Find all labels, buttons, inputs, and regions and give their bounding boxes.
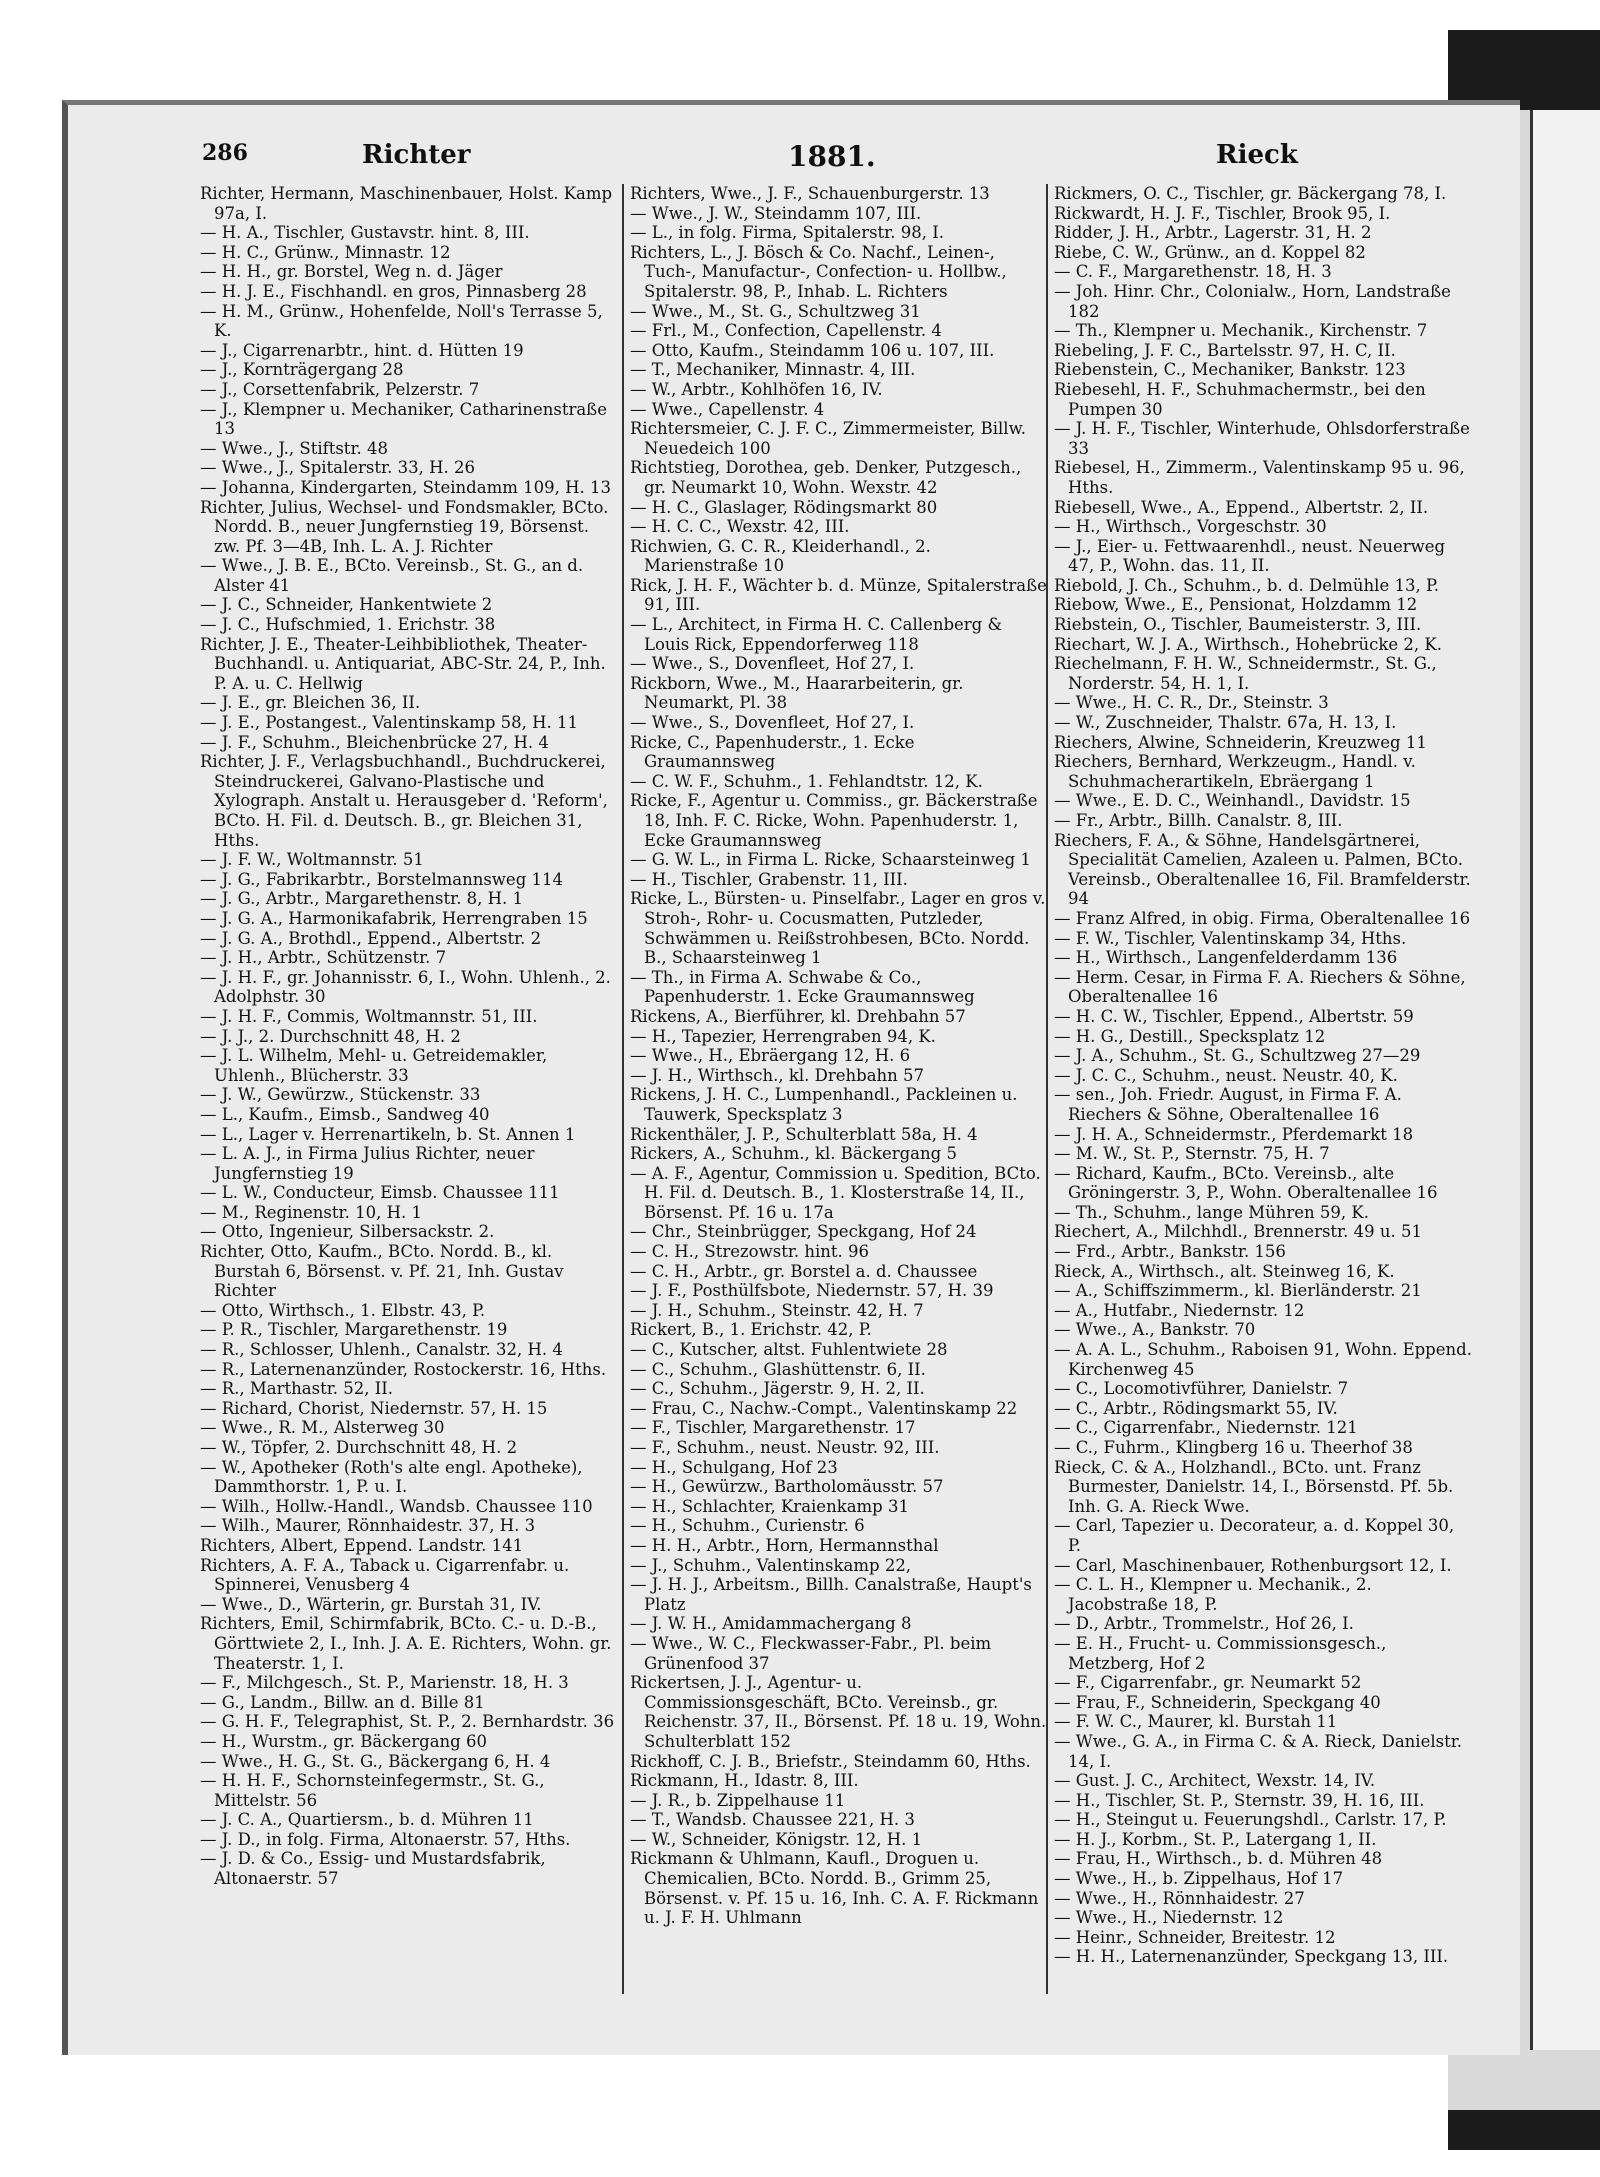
directory-entry: — sen., Joh. Friedr. August, in Firma F. A. Riechers & Söhne, Oberaltenallee 16 bbox=[1054, 1085, 1402, 1124]
directory-entry: Ricke, C., Papenhuderstr., 1. Ecke Graumannsweg bbox=[630, 732, 915, 772]
directory-entry: — Frau, F., Schneiderin, Speckgang 40 bbox=[1054, 1692, 1381, 1712]
directory-entry: — J. G. A., Brothdl., Eppend., Albertstr. 2 bbox=[200, 928, 542, 948]
directory-entry: — M., Reginenstr. 10, H. 1 bbox=[200, 1202, 422, 1222]
directory-entry: — H. A., Tischler, Gustavstr. hint. 8, III. bbox=[200, 223, 530, 243]
directory-entry: — J. C., Hufschmied, 1. Erichstr. 38 bbox=[200, 615, 496, 635]
left-catchword: Richter bbox=[362, 140, 471, 170]
directory-entry: — Wwe., H., b. Zippelhaus, Hof 17 bbox=[1054, 1869, 1344, 1889]
directory-entry: — H., Steingut u. Feuerungshdl., Carlstr. 17, P. bbox=[1054, 1810, 1447, 1830]
directory-entry: — Wwe., A., Bankstr. 70 bbox=[1054, 1320, 1256, 1340]
directory-entry: — Frau, C., Nachw.-Compt., Valentinskamp 22 bbox=[630, 1398, 1018, 1418]
directory-entry: — J. C. C., Schuhm., neust. Neustr. 40, K. bbox=[1054, 1065, 1398, 1085]
directory-entry: — J. H. F., Tischler, Winterhude, Ohlsdorferstraße 33 bbox=[1054, 419, 1470, 458]
directory-entry: — Wwe., D., Wärterin, gr. Burstah 31, IV. bbox=[200, 1594, 542, 1614]
directory-entry: — H. C. W., Tischler, Eppend., Albertstr. 59 bbox=[1054, 1006, 1414, 1026]
directory-entry: Rickhoff, C. J. B., Briefstr., Steindamm 60, Hths. bbox=[630, 1751, 1031, 1771]
directory-entry: Riechert, A., Milchhdl., Brennerstr. 49 u. 51 bbox=[1054, 1222, 1422, 1242]
directory-entry: Richter, J. F., Verlagsbuchhandl., Buchdruckerei, Steindruckerei, Galvano-Plastische und Xylograph. Anstalt u. Herausgeber d. 'Reform', BCto. H. Fil. d. Deutsch. B., gr. Bleichen 31, Hths. bbox=[200, 752, 608, 850]
directory-entry: Riebenstein, C., Mechaniker, Bankstr. 123 bbox=[1054, 360, 1406, 380]
directory-entry: Riebow, Wwe., E., Pensionat, Holzdamm 12 bbox=[1054, 595, 1418, 615]
directory-entry: — Wilh., Maurer, Rönnhaidestr. 37, H. 3 bbox=[200, 1516, 536, 1536]
directory-entry: — Wwe., J., Spitalerstr. 33, H. 26 bbox=[200, 458, 475, 478]
directory-entry: — J., Cigarrenarbtr., hint. d. Hütten 19 bbox=[200, 340, 524, 360]
directory-entry: — H. H., gr. Borstel, Weg n. d. Jäger bbox=[200, 262, 503, 282]
column-1 bbox=[200, 184, 618, 1994]
directory-entry: — L., in folg. Firma, Spitalerstr. 98, I. bbox=[630, 223, 944, 243]
directory-entry: — Wwe., Capellenstr. 4 bbox=[630, 399, 825, 419]
directory-entry: — A., Schiffszimmerm., kl. Bierländerstr. 21 bbox=[1054, 1281, 1422, 1301]
directory-entry: — Joh. Hinr. Chr., Colonialw., Horn, Landstraße 182 bbox=[1054, 281, 1451, 321]
directory-entry: — J. C. A., Quartiersm., b. d. Mühren 11 bbox=[200, 1810, 534, 1830]
directory-entry: — J. W., Gewürzw., Stückenstr. 33 bbox=[200, 1085, 481, 1105]
directory-entry: Rickmers, O. C., Tischler, gr. Bäckergang 78, I. bbox=[1054, 184, 1447, 203]
directory-entry: — A., Hutfabr., Niedernstr. 12 bbox=[1054, 1300, 1305, 1320]
directory-entry: Richters, A. F. A., Taback u. Cigarrenfabr. u. Spinnerei, Venusberg 4 bbox=[200, 1555, 570, 1595]
directory-entry: — Richard, Chorist, Niedernstr. 57, H. 15 bbox=[200, 1398, 548, 1418]
directory-entry: — Wwe., J. B. E., BCto. Vereinsb., St. G., an d. Alster 41 bbox=[200, 556, 584, 595]
directory-entry: — D., Arbtr., Trommelstr., Hof 26, I. bbox=[1054, 1614, 1354, 1634]
directory-entry: — G. H. F., Telegraphist, St. P., 2. Bernhardstr. 36 bbox=[200, 1712, 615, 1732]
directory-entry: Richters, L., J. Bösch & Co. Nachf., Leinen-, Tuch-, Manufactur-, Confection- u. Hollbw., Spitalerstr. 98, P., Inhab. L. Richters bbox=[630, 242, 1007, 301]
directory-entry: — J. H., Wirthsch., kl. Drehbahn 57 bbox=[630, 1065, 925, 1085]
directory-entry: — C. H., Arbtr., gr. Borstel a. d. Chaussee bbox=[630, 1261, 978, 1281]
directory-entry: — H. J., Korbm., St. P., Latergang 1, II. bbox=[1054, 1829, 1377, 1849]
directory-entry: — Wwe., G. A., in Firma C. & A. Rieck, Danielstr. 14, I. bbox=[1054, 1731, 1463, 1771]
directory-entry: — Frd., Arbtr., Bankstr. 156 bbox=[1054, 1242, 1286, 1262]
directory-entry: — J. F., Posthülfsbote, Niedernstr. 57, H. 39 bbox=[630, 1281, 994, 1301]
directory-entry: — H. J. E., Fischhandl. en gros, Pinnasberg 28 bbox=[200, 281, 587, 301]
directory-entry: — J. D. & Co., Essig- und Mustardsfabrik, Altonaerstr. 57 bbox=[200, 1849, 546, 1889]
directory-entry: — F. W., Tischler, Valentinskamp 34, Hths. bbox=[1054, 928, 1407, 948]
directory-entry: — H., Wirthsch., Langenfelderdamm 136 bbox=[1054, 948, 1398, 968]
directory-entry: — C., Arbtr., Rödingsmarkt 55, IV. bbox=[1054, 1398, 1338, 1418]
directory-entry: — Wwe., H., Ebräergang 12, H. 6 bbox=[630, 1046, 911, 1066]
directory-entry: — C. H., Strezowstr. hint. 96 bbox=[630, 1242, 870, 1262]
directory-entry: — Johanna, Kindergarten, Steindamm 109, H. 13 bbox=[200, 477, 611, 497]
directory-entry: — Wwe., J., Stiftstr. 48 bbox=[200, 438, 389, 458]
directory-entry: — Wwe., H. G., St. G., Bäckergang 6, H. 4 bbox=[200, 1751, 551, 1771]
directory-entry: — Gust. J. C., Architect, Wexstr. 14, IV. bbox=[1054, 1771, 1376, 1791]
directory-entry: — F., Tischler, Margarethenstr. 17 bbox=[630, 1418, 916, 1438]
directory-entry: — H. H. F., Schornsteinfegermstr., St. G., Mittelstr. 56 bbox=[200, 1771, 545, 1810]
directory-entry: Riechers, Alwine, Schneiderin, Kreuzweg 11 bbox=[1054, 732, 1427, 752]
directory-entry: Rieck, C. & A., Holzhandl., BCto. unt. Franz Burmester, Danielstr. 14, I., Börsenstd. Pf. 5b. Inh. G. A. Rieck Wwe. bbox=[1054, 1457, 1454, 1516]
directory-entry: — C., Fuhrm., Klingberg 16 u. Theerhof 38 bbox=[1054, 1438, 1413, 1457]
directory-entry: — H. G., Destill., Specksplatz 12 bbox=[1054, 1026, 1326, 1046]
directory-entry: — J., Schuhm., Valentinskamp 22, bbox=[630, 1555, 912, 1575]
directory-entry: Richter, Hermann, Maschinenbauer, Holst. Kamp 97a, I. bbox=[200, 184, 613, 223]
page-header bbox=[150, 140, 1440, 180]
directory-entry: Richters, Albert, Eppend. Landstr. 141 bbox=[200, 1535, 524, 1555]
directory-entry: — H., Schuhm., Curienstr. 6 bbox=[630, 1516, 865, 1536]
directory-entry: — J. F. W., Woltmannstr. 51 bbox=[200, 850, 424, 870]
directory-entry: — H. C. C., Wexstr. 42, III. bbox=[630, 517, 850, 537]
directory-entry: — Wwe., H., Rönnhaidestr. 27 bbox=[1054, 1888, 1305, 1908]
directory-entry: — W., Schneider, Königstr. 12, H. 1 bbox=[630, 1829, 923, 1849]
year-heading: 1881. bbox=[788, 140, 876, 173]
directory-entry: — Wwe., W. C., Fleckwasser-Fabr., Pl. beim Grünenfood 37 bbox=[630, 1633, 992, 1673]
directory-entry: — H., Tischler, Grabenstr. 11, III. bbox=[630, 869, 908, 889]
directory-entry: — Wwe., J. W., Steindamm 107, III. bbox=[630, 203, 922, 223]
column-2 bbox=[622, 184, 1048, 1994]
directory-entry: — F., Milchgesch., St. P., Marienstr. 18, H. 3 bbox=[200, 1673, 569, 1693]
directory-entry: — J., Kornträgergang 28 bbox=[200, 360, 404, 380]
directory-entry: — F., Cigarrenfabr., gr. Neumarkt 52 bbox=[1054, 1673, 1362, 1693]
directory-entry: — H. H., Laternenanzünder, Speckgang 13, III. bbox=[1054, 1947, 1449, 1967]
directory-entry: — L., Kaufm., Eimsb., Sandweg 40 bbox=[200, 1104, 490, 1124]
directory-entry: Riechelmann, F. H. W., Schneidermstr., St. G., Norderstr. 54, H. 1, I. bbox=[1054, 654, 1437, 693]
directory-entry: — H., Wirthsch., Vorgeschstr. 30 bbox=[1054, 517, 1327, 537]
directory-entry: Ricke, L., Bürsten- u. Pinselfabr., Lager en gros v. Stroh-, Rohr- u. Cocusmatten, Putzleder, Schwämmen u. Reißstrohbesen, BCto. Nordd. B., Schaarsteinweg 1 bbox=[630, 889, 1046, 968]
directory-entry: — Herm. Cesar, in Firma F. A. Riechers & Söhne, Oberaltenallee 16 bbox=[1054, 967, 1466, 1007]
directory-entry: Rickwardt, H. J. F., Tischler, Brook 95, I. bbox=[1054, 203, 1391, 223]
directory-entry: — H. C., Glaslager, Rödingsmarkt 80 bbox=[630, 497, 938, 517]
directory-entry: — C., Kutscher, altst. Fuhlentwiete 28 bbox=[630, 1340, 948, 1360]
directory-entry: — C., Schuhm., Glashüttenstr. 6, II. bbox=[630, 1359, 926, 1379]
adjacent-page-edge bbox=[1530, 110, 1600, 2050]
directory-entry: Rieck, A., Wirthsch., alt. Steinweg 16, K. bbox=[1054, 1261, 1395, 1281]
directory-entry: Rickens, A., Bierführer, kl. Drehbahn 57 bbox=[630, 1006, 966, 1026]
directory-entry: — A. A. L., Schuhm., Raboisen 91, Wohn. Eppend. Kirchenweg 45 bbox=[1054, 1340, 1472, 1379]
directory-entry: Riebstein, O., Tischler, Baumeisterstr. 3, III. bbox=[1054, 615, 1422, 635]
directory-entry: — F. W. C., Maurer, kl. Burstah 11 bbox=[1054, 1712, 1338, 1732]
directory-entry: — C., Cigarrenfabr., Niedernstr. 121 bbox=[1054, 1418, 1358, 1438]
directory-entry: — J. H., Arbtr., Schützenstr. 7 bbox=[200, 948, 447, 968]
directory-entry: — Wwe., S., Dovenfleet, Hof 27, I. bbox=[630, 654, 915, 674]
directory-entry: Rickmann & Uhlmann, Kaufl., Droguen u. Chemicalien, BCto. Nordd. B., Grimm 25, Börsenst. v. Pf. 15 u. 16, Inh. C. A. F. Rickmann u. J. F. H. Uhlmann bbox=[630, 1849, 1039, 1928]
directory-entry: Riebesehl, H. F., Schuhmachermstr., bei den Pumpen 30 bbox=[1054, 379, 1426, 419]
directory-entry: — H., Schulgang, Hof 23 bbox=[630, 1457, 838, 1477]
directory-entry: — Franz Alfred, in obig. Firma, Oberaltenallee 16 bbox=[1054, 908, 1471, 928]
directory-entry: — P. R., Tischler, Margarethenstr. 19 bbox=[200, 1320, 508, 1340]
directory-entry: — Fr., Arbtr., Billh. Canalstr. 8, III. bbox=[1054, 811, 1343, 830]
directory-entry: — Wwe., S., Dovenfleet, Hof 27, I. bbox=[630, 713, 915, 733]
directory-entry: Richter, J. E., Theater-Leihbibliothek, Theater-Buchhandl. u. Antiquariat, ABC-Str. 24, P., Inh. P. A. u. C. Hellwig bbox=[200, 634, 606, 693]
directory-entry: — T., Wandsb. Chaussee 221, H. 3 bbox=[630, 1810, 915, 1830]
directory-entry: Richter, Julius, Wechsel- und Fondsmakler, BCto. Nordd. B., neuer Jungfernstieg 19, Börsenst. zw. Pf. 3—4B, Inh. L. A. J. Richter bbox=[200, 497, 609, 556]
directory-entry: — Wwe., R. M., Alsterweg 30 bbox=[200, 1418, 445, 1438]
directory-entry: Rickertsen, J. J., Agentur- u. Commissionsgeschäft, BCto. Vereinsb., gr. Reichenstr. 37, II., Börsenst. Pf. 18 u. 19, Wohn. Schulterblatt 152 bbox=[630, 1673, 1047, 1751]
directory-entry: Ridder, J. H., Arbtr., Lagerstr. 31, H. 2 bbox=[1054, 223, 1372, 243]
directory-entry: — Otto, Wirthsch., 1. Elbstr. 43, P. bbox=[200, 1300, 486, 1320]
directory-entry: — J. L. Wilhelm, Mehl- u. Getreidemakler, Uhlenh., Blücherstr. 33 bbox=[200, 1046, 548, 1085]
directory-entry: — G. W. L., in Firma L. Ricke, Schaarsteinweg 1 bbox=[630, 850, 1031, 870]
directory-entry: — Th., Schuhm., lange Mühren 59, K. bbox=[1054, 1202, 1369, 1222]
directory-entry: Ricke, F., Agentur u. Commiss., gr. Bäckerstraße 18, Inh. F. C. Ricke, Wohn. Papenhuderstr. 1, Ecke Graumannsweg bbox=[630, 791, 1038, 850]
directory-entry: — Carl, Maschinenbauer, Rothenburgsort 12, I. bbox=[1054, 1555, 1452, 1575]
directory-entry: Rickmann, H., Idastr. 8, III. bbox=[630, 1771, 859, 1791]
directory-entry: — J. R., b. Zippelhause 11 bbox=[630, 1790, 846, 1810]
directory-entry: — J. H., Schuhm., Steinstr. 42, H. 7 bbox=[630, 1300, 924, 1320]
directory-entry: Riebesell, Wwe., A., Eppend., Albertstr. 2, II. bbox=[1054, 497, 1429, 517]
directory-entry: — Otto, Ingenieur, Silbersackstr. 2. bbox=[200, 1222, 495, 1242]
directory-entry: — W., Arbtr., Kohlhöfen 16, IV. bbox=[630, 379, 883, 399]
directory-entry: — J. C., Schneider, Hankentwiete 2 bbox=[200, 595, 493, 615]
directory-entry: — H. H., Arbtr., Horn, Hermannsthal bbox=[630, 1535, 939, 1555]
directory-entry: — H., Wurstm., gr. Bäckergang 60 bbox=[200, 1731, 487, 1751]
directory-entry: — J. H. F., gr. Johannisstr. 6, I., Wohn. Uhlenh., 2. Adolphstr. 30 bbox=[200, 967, 611, 1007]
directory-entry: Richtstieg, Dorothea, geb. Denker, Putzgesch., gr. Neumarkt 10, Wohn. Wexstr. 42 bbox=[630, 458, 1022, 497]
directory-entry: — J. G. A., Harmonikafabrik, Herrengraben 15 bbox=[200, 908, 588, 928]
directory-entry: — H. C., Grünw., Minnastr. 12 bbox=[200, 242, 451, 262]
directory-entry: — Th., Klempner u. Mechanik., Kirchenstr. 7 bbox=[1054, 321, 1428, 341]
directory-entry: — J. W. H., Amidammachergang 8 bbox=[630, 1614, 912, 1634]
directory-entry: Richwien, G. C. R., Kleiderhandl., 2. Marienstraße 10 bbox=[630, 536, 931, 576]
directory-entry: Rickborn, Wwe., M., Haararbeiterin, gr. Neumarkt, Pl. 38 bbox=[630, 673, 964, 713]
directory-entry: Richtersmeier, C. J. F. C., Zimmermeister, Billw. Neuedeich 100 bbox=[630, 419, 1026, 458]
directory-entry: — Frl., M., Confection, Capellenstr. 4 bbox=[630, 321, 942, 341]
directory-entry: — J. J., 2. Durchschnitt 48, H. 2 bbox=[200, 1026, 461, 1046]
directory-entry: Rickert, B., 1. Erichstr. 42, P. bbox=[630, 1320, 872, 1340]
directory-entry: — J., Klempner u. Mechaniker, Catharinenstraße 13 bbox=[200, 399, 607, 439]
directory-entry: Riebeling, J. F. C., Bartelsstr. 97, H. C, II. bbox=[1054, 340, 1396, 360]
directory-entry: — Frau, H., Wirthsch., b. d. Mühren 48 bbox=[1054, 1849, 1383, 1869]
page-number: 286 bbox=[202, 140, 248, 166]
directory-entry: — Th., in Firma A. Schwabe & Co., Papenhuderstr. 1. Ecke Graumannsweg bbox=[630, 967, 975, 1007]
directory-entry: Rickenthäler, J. P., Schulterblatt 58a, H. 4 bbox=[630, 1124, 978, 1144]
directory-entry: — L. A. J., in Firma Julius Richter, neuer Jungfernstieg 19 bbox=[200, 1144, 535, 1183]
directory-entry: — J. H. J., Arbeitsm., Billh. Canalstraße, Haupt's Platz bbox=[630, 1575, 1032, 1614]
directory-entry: Rickens, J. H. C., Lumpenhandl., Packleinen u. Tauwerk, Specksplatz 3 bbox=[630, 1085, 1018, 1124]
directory-entry: Riechart, W. J. A., Wirthsch., Hohebrücke 2, K. bbox=[1054, 634, 1442, 654]
directory-entry: Riebe, C. W., Grünw., an d. Koppel 82 bbox=[1054, 242, 1366, 262]
directory-entry: Riechers, F. A., & Söhne, Handelsgärtnerei, Specialität Camelien, Azaleen u. Palmen, BCto. Vereinsb., Oberaltenallee 16, Fil. Bramfelderstr. 94 bbox=[1054, 830, 1471, 909]
directory-entry: — W., Töpfer, 2. Durchschnitt 48, H. 2 bbox=[200, 1438, 518, 1457]
directory-entry: — T., Mechaniker, Minnastr. 4, III. bbox=[630, 360, 916, 380]
directory-entry: — A. F., Agentur, Commission u. Spedition, BCto. H. Fil. d. Deutsch. B., 1. Klosterstraße 14, II., Börsenst. Pf. 16 u. 17a bbox=[630, 1163, 1041, 1222]
directory-entry: — H., Schlachter, Kraienkamp 31 bbox=[630, 1496, 909, 1516]
right-catchword: Rieck bbox=[1216, 140, 1298, 170]
directory-entry: — F., Schuhm., neust. Neustr. 92, III. bbox=[630, 1438, 940, 1457]
directory-entry: — H., Tapezier, Herrengraben 94, K. bbox=[630, 1026, 936, 1046]
directory-entry: — R., Laternenanzünder, Rostockerstr. 16, Hths. bbox=[200, 1359, 607, 1379]
directory-entry: — J. H. F., Commis, Woltmannstr. 51, III. bbox=[200, 1006, 538, 1026]
directory-entry: — J. G., Fabrikarbtr., Borstelmannsweg 114 bbox=[200, 869, 563, 889]
directory-entry: — Wilh., Hollw.-Handl., Wandsb. Chaussee 110 bbox=[200, 1496, 593, 1516]
directory-entry: — Richard, Kaufm., BCto. Vereinsb., alte Gröningerstr. 3, P., Wohn. Oberaltenallee 16 bbox=[1054, 1163, 1438, 1203]
directory-entry: — R., Schlosser, Uhlenh., Canalstr. 32, H. 4 bbox=[200, 1340, 563, 1360]
directory-entry: — H., Gewürzw., Bartholomäusstr. 57 bbox=[630, 1477, 944, 1497]
directory-entry: — J., Corsettenfabrik, Pelzerstr. 7 bbox=[200, 379, 480, 399]
directory-entry: — Wwe., H., Niedernstr. 12 bbox=[1054, 1908, 1284, 1928]
directory-entry: — E. H., Frucht- u. Commissionsgesch., Metzberg, Hof 2 bbox=[1054, 1633, 1387, 1673]
directory-entry: — C., Locomotivführer, Danielstr. 7 bbox=[1054, 1379, 1349, 1399]
directory-entry: — W., Apotheker (Roth's alte engl. Apotheke), Dammthorstr. 1, P. u. I. bbox=[200, 1457, 583, 1497]
directory-entry: — L. W., Conducteur, Eimsb. Chaussee 111 bbox=[200, 1183, 560, 1203]
directory-entry: — C., Schuhm., Jägerstr. 9, H. 2, II. bbox=[630, 1379, 925, 1399]
directory-entry: — J. A., Schuhm., St. G., Schultzweg 27—29 bbox=[1054, 1046, 1421, 1066]
directory-entry: — L., Lager v. Herrenartikeln, b. St. Annen 1 bbox=[200, 1124, 576, 1144]
directory-entry: — J. D., in folg. Firma, Altonaerstr. 57, Hths. bbox=[200, 1829, 571, 1849]
directory-entry: — Chr., Steinbrügger, Speckgang, Hof 24 bbox=[630, 1222, 977, 1242]
directory-entry: — J. H. A., Schneidermstr., Pferdemarkt 18 bbox=[1054, 1124, 1414, 1144]
directory-entry: Riebold, J. Ch., Schuhm., b. d. Delmühle 13, P. bbox=[1054, 575, 1439, 595]
directory-entry: — W., Zuschneider, Thalstr. 67a, H. 13, I. bbox=[1054, 713, 1397, 733]
directory-entry: — J., Eier- u. Fettwaarenhdl., neust. Neuerweg 47, P., Wohn. das. 11, II. bbox=[1054, 536, 1446, 576]
directory-entry: — Wwe., H. C. R., Dr., Steinstr. 3 bbox=[1054, 693, 1329, 713]
directory-entry: — Heinr., Schneider, Breitestr. 12 bbox=[1054, 1927, 1336, 1947]
directory-entry: — C. W. F., Schuhm., 1. Fehlandtstr. 12, K. bbox=[630, 771, 983, 791]
column-3 bbox=[1046, 184, 1472, 1994]
directory-entry: — Otto, Kaufm., Steindamm 106 u. 107, III. bbox=[630, 340, 995, 360]
directory-entry: — C. L. H., Klempner u. Mechanik., 2. Jacobstraße 18, P. bbox=[1054, 1575, 1372, 1614]
directory-entry: — Carl, Tapezier u. Decorateur, a. d. Koppel 30, P. bbox=[1054, 1516, 1455, 1555]
directory-entry: — R., Marthastr. 52, II. bbox=[200, 1379, 394, 1399]
directory-entry: — J. E., gr. Bleichen 36, II. bbox=[200, 693, 421, 713]
directory-entry: Richters, Emil, Schirmfabrik, BCto. C.- u. D.-B., Görttwiete 2, I., Inh. J. A. E. Richters, Wohn. gr. Theaterstr. 1, I. bbox=[200, 1614, 612, 1673]
directory-entry: — L., Architect, in Firma H. C. Callenberg & Louis Rick, Eppendorferweg 118 bbox=[630, 615, 1003, 654]
directory-entry: — H. M., Grünw., Hohenfelde, Noll's Terrasse 5, K. bbox=[200, 301, 603, 341]
directory-entry: — J. E., Postangest., Valentinskamp 58, H. 11 bbox=[200, 713, 578, 733]
directory-entry: — J. F., Schuhm., Bleichenbrücke 27, H. 4 bbox=[200, 732, 549, 752]
directory-entry: — C. F., Margarethenstr. 18, H. 3 bbox=[1054, 262, 1332, 282]
directory-entry: Rickers, A., Schuhm., kl. Bäckergang 5 bbox=[630, 1144, 957, 1164]
directory-entry: — G., Landm., Billw. an d. Bille 81 bbox=[200, 1692, 485, 1712]
directory-entry: Richters, Wwe., J. F., Schauenburgerstr. 13 bbox=[630, 184, 990, 203]
directory-entry: Riebesel, H., Zimmerm., Valentinskamp 95 u. 96, Hths. bbox=[1054, 458, 1465, 497]
directory-entry: — M. W., St. P., Sternstr. 75, H. 7 bbox=[1054, 1144, 1330, 1164]
directory-entry: — J. G., Arbtr., Margarethenstr. 8, H. 1 bbox=[200, 889, 524, 909]
directory-entry: Richter, Otto, Kaufm., BCto. Nordd. B., kl. Burstah 6, Börsenst. v. Pf. 21, Inh. Gustav Richter bbox=[200, 1242, 564, 1301]
directory-entry: Rick, J. H. F., Wächter b. d. Münze, Spitalerstraße 91, III. bbox=[630, 575, 1047, 615]
directory-entry: — Wwe., M., St. G., Schultzweg 31 bbox=[630, 301, 921, 321]
directory-entry: — H., Tischler, St. P., Sternstr. 39, H. 16, III. bbox=[1054, 1790, 1425, 1810]
directory-entry: — Wwe., E. D. C., Weinhandl., Davidstr. 15 bbox=[1054, 791, 1411, 811]
directory-entry: Riechers, Bernhard, Werkzeugm., Handl. v. Schuhmacherartikeln, Ebräergang 1 bbox=[1054, 752, 1416, 791]
